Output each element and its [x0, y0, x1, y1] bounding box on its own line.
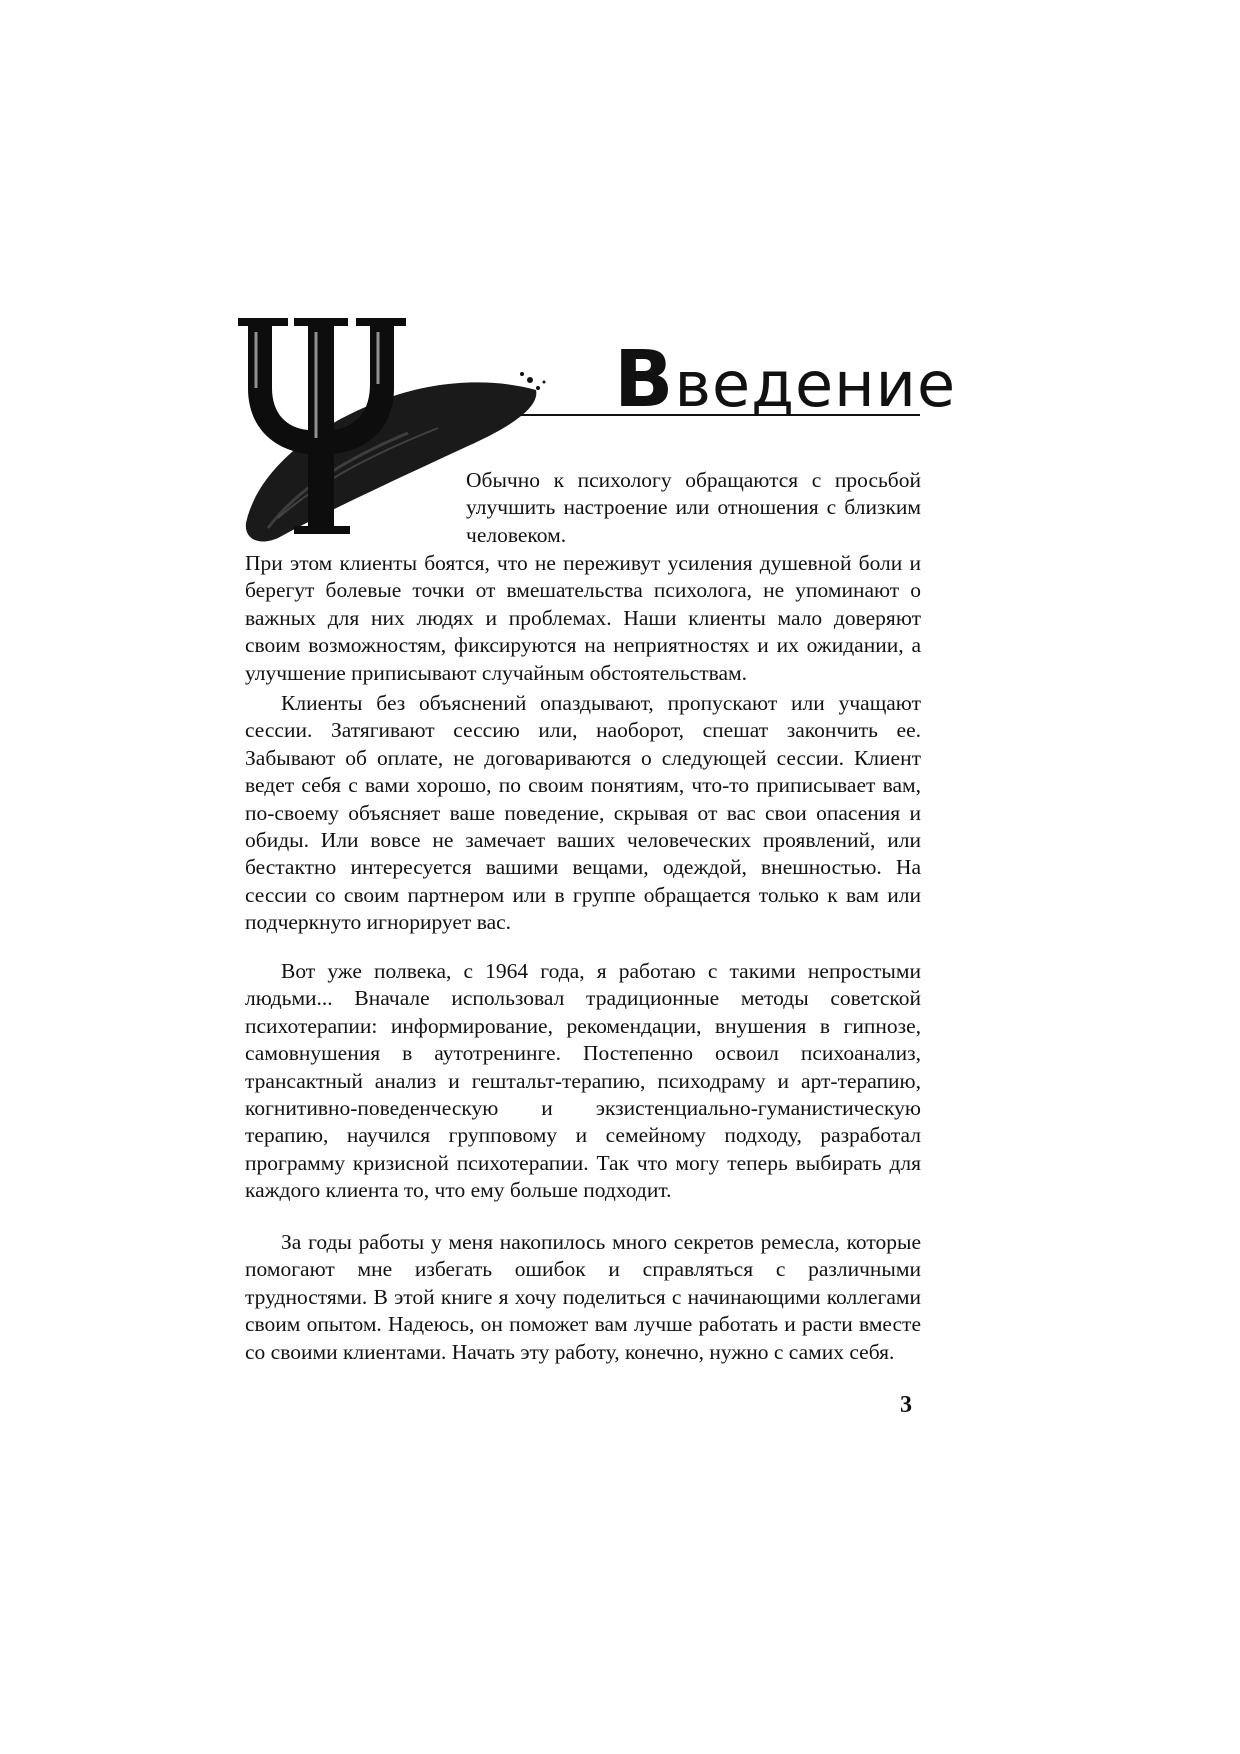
paragraph-1: При этом клиенты боятся, что не переживут усиления душевной боли и берегут болевые точки от вмешательства психолога, не упоминают о важных для них людях и проблемах. Наши клиенты мало доверяют своим возможностям, фиксируются на неприятностях и их ожидании, а улучшение приписывают случайным обстоятельствам. — [245, 551, 921, 685]
paragraph-4: За годы работы у меня накопилось много секретов ремесла, которые помогают мне избегать ошибок и справляться с различными трудностями. В этой книге я хочу поделиться с начинающими коллегами своим опытом. Надеюсь, он поможет вам лучше работать и расти вместе со своими клиентами. Начать эту работу, конечно, нужно с самих себя. — [245, 1230, 921, 1364]
page-title — [614, 335, 957, 425]
paragraph-2: Клиенты без объяснений опаздывают, пропускают или учащают сессии. Затягивают сессию или, наоборот, спешат закончить ее. Забывают об оплате, не договариваются о следующей сессии. Клиент ведет себя с вами хорошо, по своим понятиям, что-то приписывает вам, по-своему объясняет ваше поведение, скрывая от вас свои опасения и обиды. Или вовсе не замечает ваших человеческих проявлений, или бестактно интересуется вашими вещами, одеждой, внешностью. На сессии со своим партнером или в группе обращается только к вам или подчеркнуто игнорирует вас. — [245, 691, 921, 935]
title-rest: ведение — [674, 348, 957, 421]
title-initial: В — [614, 335, 675, 425]
paragraph-3: Вот уже полвека, с 1964 года, я работаю с такими непростыми людьми... Вначале использовал традиционные методы советской психотерапии: информирование, рекомендации, внушения в гипнозе, самовнушения в аутотренинге. Постепенно освоил психоанализ, трансактный анализ и гештальт-терапию, психодраму и арт-терапию, когнитивно-поведенческую и экзистенциально-гуманистическую терапию, научился групповому и семейному подходу, разработал программу кризисной психотерапии. Так что могу теперь выбирать для каждого клиента то, что ему больше подходит. — [245, 959, 921, 1203]
paragraph-intro: Обычно к психологу обращаются с просьбой улучшить настроение или отношения с близким человеком. — [466, 468, 921, 547]
page-number: 3 — [900, 1392, 912, 1418]
